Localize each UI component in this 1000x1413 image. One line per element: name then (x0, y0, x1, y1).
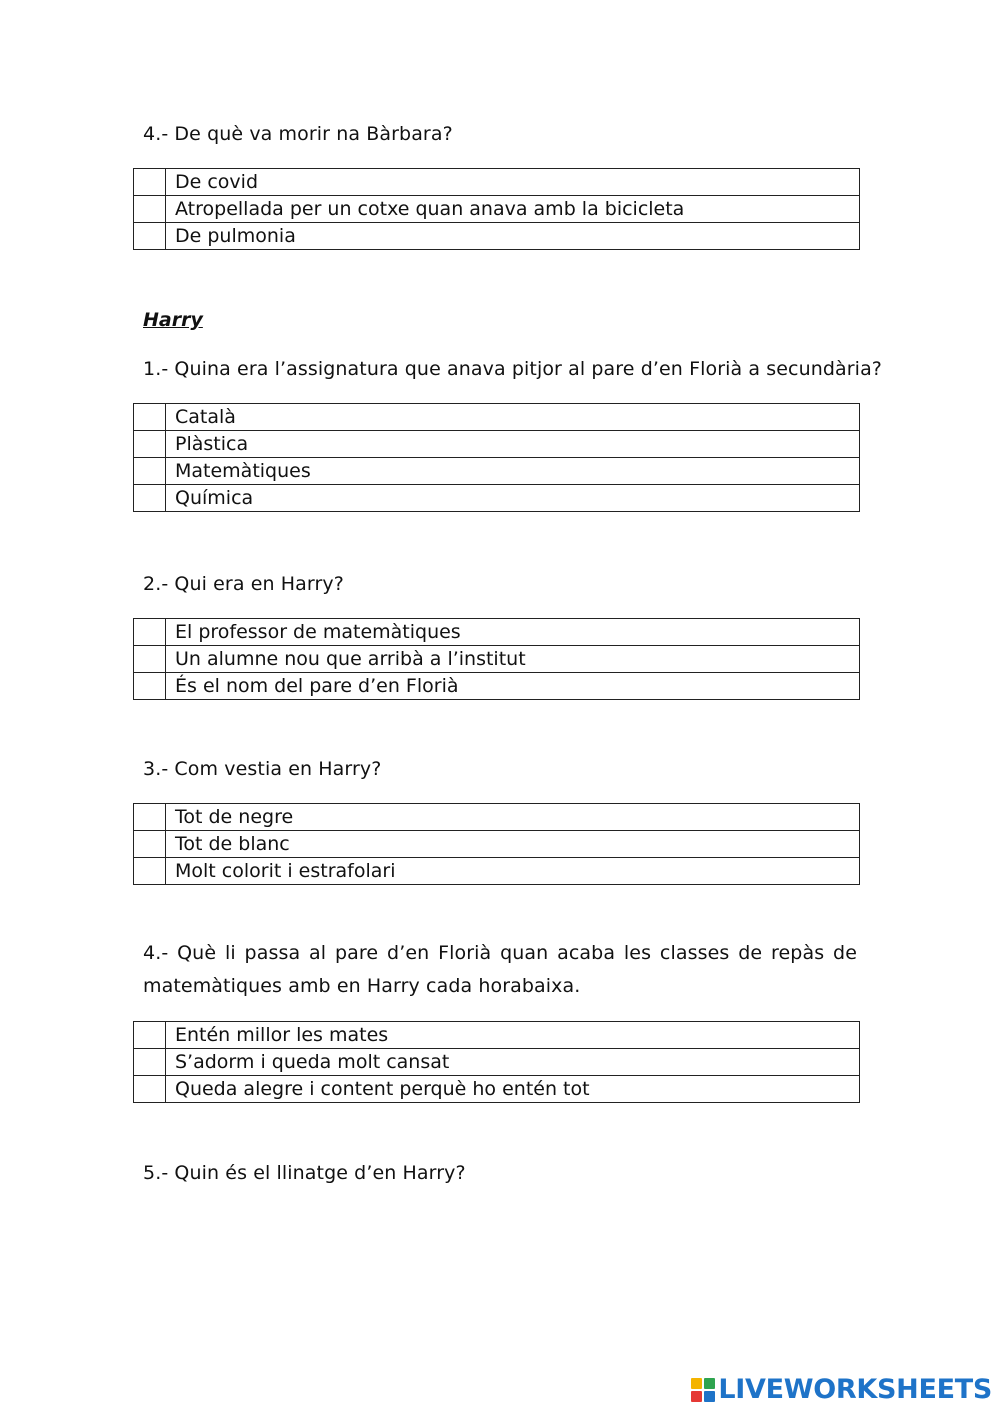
option-label: El professor de matemàtiques (166, 619, 860, 646)
option-row (134, 1049, 860, 1076)
question-barbara-4: 4.- De què va morir na Bàrbara? (143, 123, 453, 145)
question-harry-2: 2.- Qui era en Harry? (143, 573, 344, 595)
answer-checkbox[interactable] (134, 646, 166, 673)
logo-mark-icon (691, 1378, 715, 1402)
option-label: És el nom del pare d’en Florià (166, 673, 860, 700)
answer-checkbox[interactable] (134, 196, 166, 223)
answer-checkbox[interactable] (134, 1049, 166, 1076)
option-row (134, 804, 860, 831)
answer-checkbox[interactable] (134, 1022, 166, 1049)
option-label: Química (166, 485, 860, 512)
option-label: Molt colorit i estrafolari (166, 858, 860, 885)
option-label: De covid (166, 169, 860, 196)
answer-checkbox[interactable] (134, 831, 166, 858)
option-row (134, 485, 860, 512)
option-row (134, 858, 860, 885)
option-label: Tot de blanc (166, 831, 860, 858)
logo-mark-square (691, 1391, 702, 1402)
option-label: Català (166, 404, 860, 431)
question-harry-1: 1.- Quina era l’assignatura que anava pitjor al pare d’en Florià a secundària? (143, 358, 882, 380)
answer-checkbox[interactable] (134, 1076, 166, 1103)
answer-checkbox[interactable] (134, 485, 166, 512)
logo-mark-square (704, 1378, 715, 1389)
option-row (134, 169, 860, 196)
options-table-barbara-4 (133, 168, 860, 250)
option-row (134, 619, 860, 646)
option-label: Atropellada per un cotxe quan anava amb la bicicleta (166, 196, 860, 223)
option-row (134, 646, 860, 673)
answer-checkbox[interactable] (134, 673, 166, 700)
question-harry-3: 3.- Com vestia en Harry? (143, 758, 382, 780)
answer-checkbox[interactable] (134, 804, 166, 831)
answer-checkbox[interactable] (134, 431, 166, 458)
option-row (134, 223, 860, 250)
option-row (134, 1076, 860, 1103)
logo-text: LIVEWORKSHEETS (718, 1374, 992, 1405)
answer-checkbox[interactable] (134, 169, 166, 196)
option-label: De pulmonia (166, 223, 860, 250)
option-row (134, 196, 860, 223)
answer-checkbox[interactable] (134, 404, 166, 431)
option-label: Entén millor les mates (166, 1022, 860, 1049)
answer-checkbox[interactable] (134, 458, 166, 485)
option-row (134, 1022, 860, 1049)
question-harry-5: 5.- Quin és el llinatge d’en Harry? (143, 1162, 466, 1184)
answer-checkbox[interactable] (134, 858, 166, 885)
option-label: Un alumne nou que arribà a l’institut (166, 646, 860, 673)
options-table-harry-4 (133, 1021, 860, 1103)
option-row (134, 831, 860, 858)
logo-mark-square (704, 1391, 715, 1402)
section-title: Harry (143, 309, 203, 331)
option-row (134, 673, 860, 700)
liveworksheets-logo (691, 1374, 992, 1405)
option-label: Matemàtiques (166, 458, 860, 485)
answer-checkbox[interactable] (134, 619, 166, 646)
options-table-harry-3 (133, 803, 860, 885)
option-label: S’adorm i queda molt cansat (166, 1049, 860, 1076)
option-label: Queda alegre i content perquè ho entén tot (166, 1076, 860, 1103)
option-label: Plàstica (166, 431, 860, 458)
options-table-harry-1 (133, 403, 860, 512)
options-table-harry-2 (133, 618, 860, 700)
option-row (134, 404, 860, 431)
option-row (134, 458, 860, 485)
option-row (134, 431, 860, 458)
answer-checkbox[interactable] (134, 223, 166, 250)
question-harry-4: 4.- Què li passa al pare d’en Florià quan acaba les classes de repàs de matemàtiques amb en Harry cada horabaixa. (143, 942, 857, 997)
logo-mark-square (691, 1378, 702, 1389)
option-label: Tot de negre (166, 804, 860, 831)
